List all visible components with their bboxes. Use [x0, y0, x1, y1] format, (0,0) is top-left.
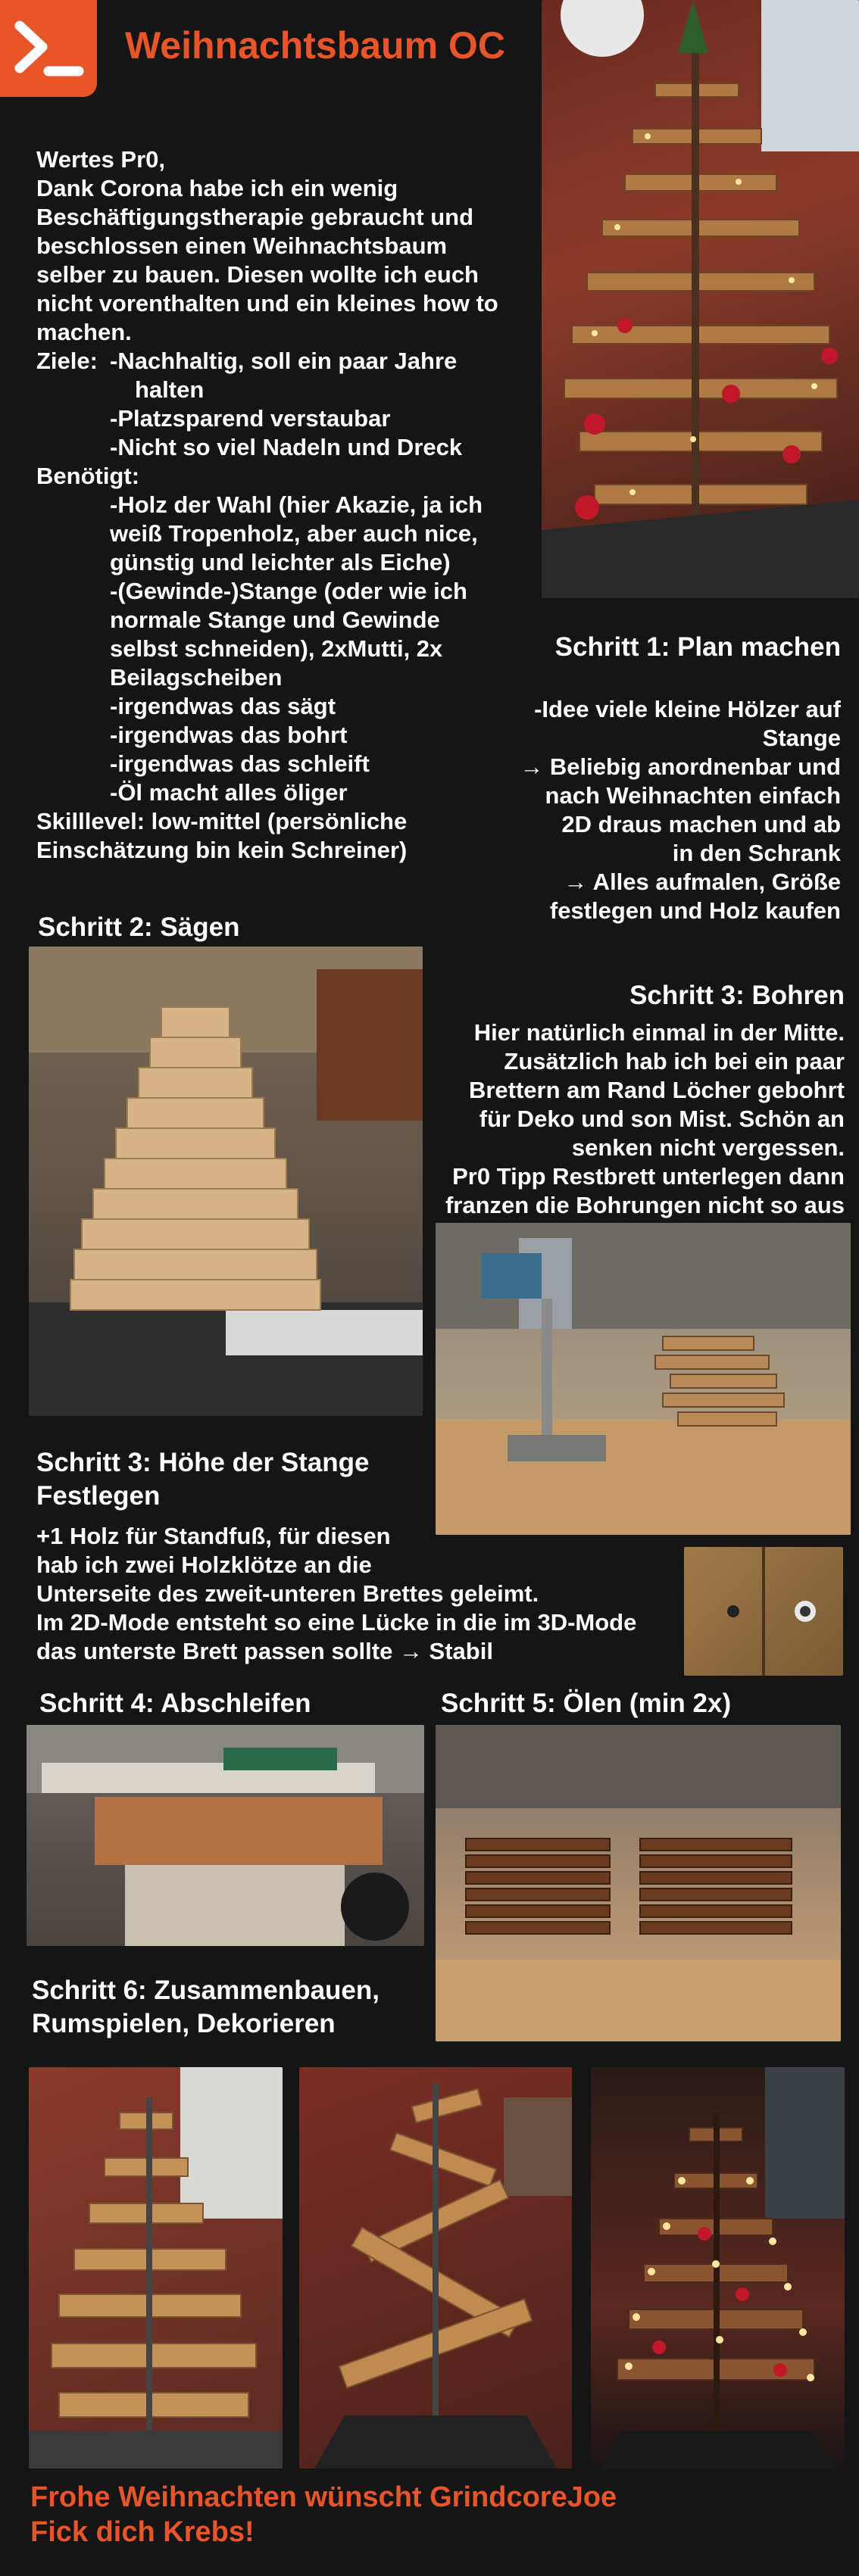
benoetigt-item: -Holz der Wahl (hier Akazie, ja ich: [110, 491, 483, 518]
photo-oiling: [436, 1725, 841, 2041]
step1-line: 2D draus machen und ab: [561, 811, 841, 837]
benoetigt-item: -irgendwas das sägt: [110, 693, 336, 719]
step3-drilling-line: franzen die Bohrungen nicht so aus: [445, 1192, 845, 1218]
photo-base-blocks: [684, 1547, 843, 1676]
benoetigt-item: weiß Tropenholz, aber auch nice,: [110, 520, 478, 547]
intro-line: machen.: [36, 319, 132, 345]
step3-drilling-line: Brettern am Rand Löcher gebohrt: [468, 1077, 845, 1103]
step1-line: -Idee viele kleine Hölzer auf: [534, 696, 841, 722]
photo-sanding: [27, 1725, 424, 1946]
intro-line: nicht vorenthalten und ein kleines how to: [36, 290, 498, 317]
step6-title-line: Rumspielen, Dekorieren: [32, 2009, 336, 2038]
step1-title: Schritt 1: Plan machen: [554, 632, 841, 662]
skill-line: Einschätzung bin kein Schreiner): [36, 837, 408, 863]
page-title: Weihnachtsbaum OC: [125, 24, 505, 67]
step3-height-text: [36, 1522, 680, 1666]
ziele-label: Ziele:: [36, 348, 98, 374]
benoetigt-label: Benötigt:: [36, 463, 140, 489]
step4-title: Schritt 4: Abschleifen: [39, 1689, 311, 1718]
step1-line: → Alles aufmalen, Größe: [564, 869, 841, 895]
outro-line: Frohe Weihnachten wünscht GrindcoreJoe: [30, 2481, 617, 2513]
step3-drilling-line: Pr0 Tipp Restbrett unterlegen dann: [452, 1163, 845, 1190]
benoetigt-item: -(Gewinde-)Stange (oder wie ich: [110, 578, 467, 604]
intro-text: [36, 145, 521, 865]
benoetigt-item: günstig und leichter als Eiche): [110, 549, 451, 575]
step3-height-line: hab ich zwei Holzklötze an die: [36, 1552, 372, 1578]
step3-drilling-line: senken nicht vergessen.: [571, 1134, 845, 1161]
step3-height-title-line: Festlegen: [36, 1481, 161, 1511]
step1-line: festlegen und Holz kaufen: [549, 897, 841, 924]
step1-text: [492, 695, 841, 925]
step1-line: Stange: [762, 725, 841, 751]
step1-line: in den Schrank: [672, 840, 841, 866]
outro-line: Fick dich Krebs!: [30, 2516, 255, 2548]
benoetigt-item: normale Stange und Gewinde: [110, 607, 440, 633]
ziele-item: -Platzsparend verstaubar: [110, 405, 391, 432]
outro-text: [30, 2480, 617, 2549]
ziele-item: -Nicht so viel Nadeln und Dreck: [110, 434, 463, 460]
intro-line: Dank Corona habe ich ein wenig: [36, 175, 398, 201]
step3-height-title: [36, 1446, 461, 1513]
ziele-item: -Nachhaltig, soll ein paar Jahre: [110, 348, 458, 374]
benoetigt-item: -irgendwas das bohrt: [110, 722, 348, 748]
photo-sawn-pieces: [29, 947, 423, 1416]
step3-drilling-title: Schritt 3: Bohren: [629, 981, 845, 1010]
photo-assembly-1: [29, 2067, 283, 2468]
intro-line: Beschäftigungstherapie gebraucht und: [36, 204, 474, 230]
step6-title: [32, 1974, 456, 2041]
terminal-prompt-icon: [0, 0, 97, 97]
step1-line: nach Weihnachten einfach: [545, 782, 841, 809]
step3-height-line: Unterseite des zweit-unteren Brettes geleimt.: [36, 1580, 539, 1607]
benoetigt-item: -irgendwas das schleift: [110, 750, 370, 777]
ziele-item: halten: [135, 376, 205, 403]
step3-height-line: das unterste Brett passen sollte → Stabil: [36, 1638, 493, 1664]
photo-decorated-tree: [591, 2067, 845, 2468]
step2-title: Schritt 2: Sägen: [38, 912, 240, 942]
step3-drilling-text: [420, 1018, 845, 1220]
step3-drilling-line: Hier natürlich einmal in der Mitte.: [473, 1019, 845, 1046]
step6-title-line: Schritt 6: Zusammenbauen,: [32, 1976, 380, 2005]
step3-drilling-line: für Deko und son Mist. Schön an: [479, 1106, 845, 1132]
step3-height-line: +1 Holz für Standfuß, für diesen: [36, 1523, 391, 1549]
step3-drilling-line: Zusätzlich hab ich bei ein paar: [504, 1048, 845, 1074]
step1-line: → Beliebig anordnenbar und: [520, 753, 841, 780]
step3-height-line: Im 2D-Mode entsteht so eine Lücke in die im 3D-Mode: [36, 1609, 637, 1636]
photo-assembly-2: [299, 2067, 572, 2468]
intro-line: selber zu bauen. Diesen wollte ich euch: [36, 261, 479, 288]
intro-line: Wertes Pr0,: [36, 146, 166, 173]
benoetigt-item: selbst schneiden), 2xMutti, 2x: [110, 635, 443, 662]
logo: [0, 0, 97, 97]
benoetigt-item: Beilagscheiben: [110, 664, 283, 691]
photo-drill-press: [436, 1223, 851, 1535]
skill-line: Skilllevel: low-mittel (persönliche: [36, 808, 408, 834]
step5-title: Schritt 5: Ölen (min 2x): [441, 1689, 732, 1718]
photo-finished-tree: [542, 0, 859, 598]
intro-line: beschlossen einen Weihnachtsbaum: [36, 232, 448, 259]
step3-height-title-line: Schritt 3: Höhe der Stange: [36, 1448, 370, 1477]
benoetigt-item: -Öl macht alles öliger: [110, 779, 348, 806]
